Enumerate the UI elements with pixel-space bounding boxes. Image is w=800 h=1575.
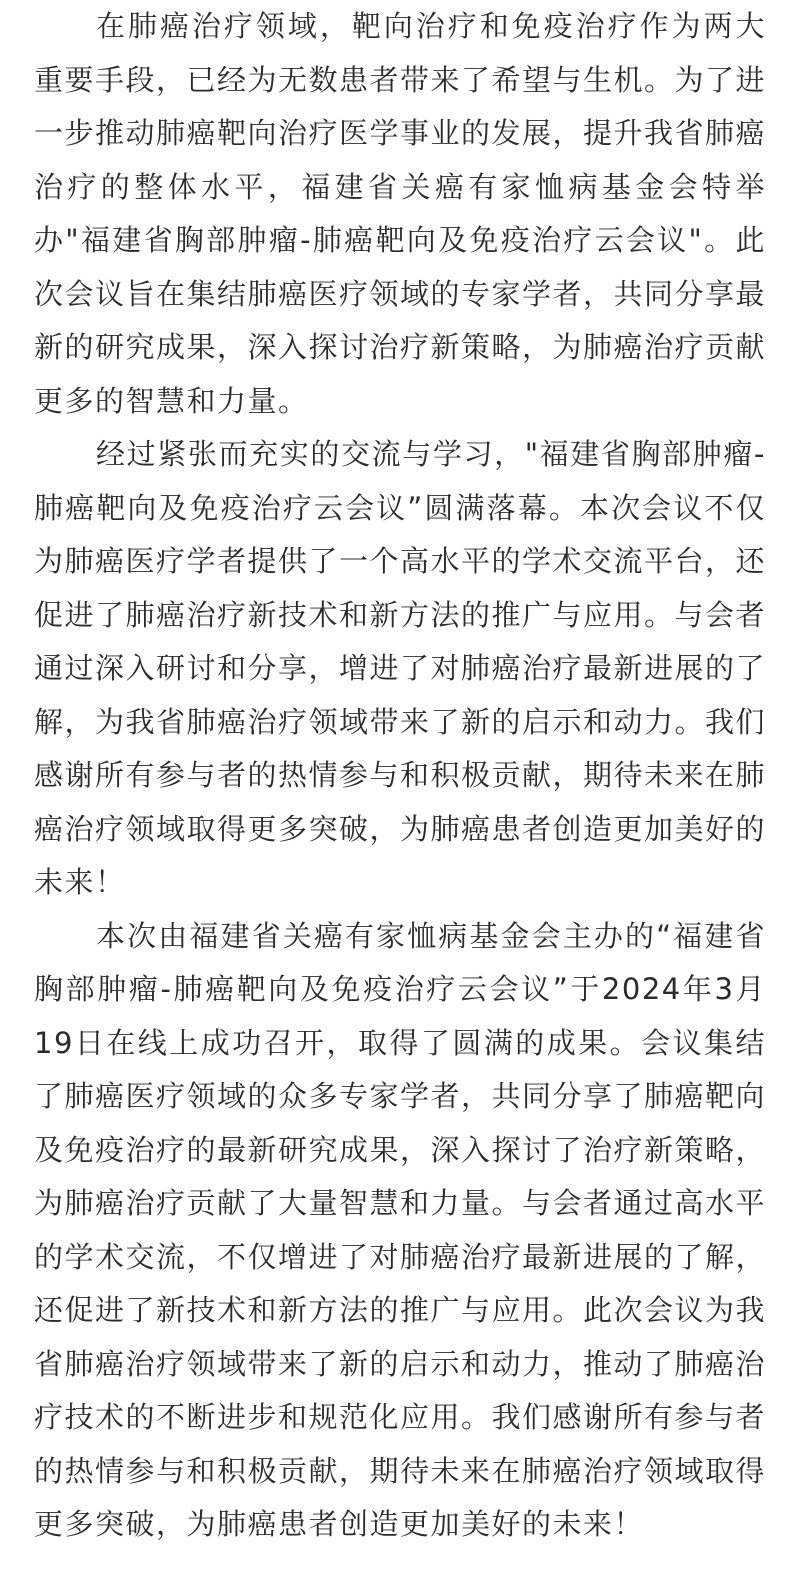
paragraph-conference-conclusion: 经过紧张而充实的交流与学习，"福建省胸部肿瘤-肺癌靶向及免疫治疗云会议”圆满落幕。本次会议不仅为肺癌医疗学者提供了一个高水平的学术交流平台，还促进了肺癌治疗新技术和新方法的推广与应用。与会者通过深入研讨和分享，增进了对肺癌治疗最新进展的了解，为我省肺癌治疗领域带来了新的启示和动力。我们感谢所有参与者的热情参与和积极贡献，期待未来在肺癌治疗领域取得更多突破，为肺癌患者创造更加美好的未来！ <box>34 437 767 899</box>
paragraph-conference-purpose: 在肺癌治疗领域，靶向治疗和免疫治疗作为两大重要手段，已经为无数患者带来了希望与生机。为了进一步推动肺癌靶向治疗医学事业的发展，提升我省肺癌治疗的整体水平，福建省关癌有家恤病基金会特举办"福建省胸部肿瘤-肺癌靶向及免疫治疗云会议"。此次会议旨在集结肺癌医疗领域的专家学者，共同分享最新的研究成果，深入探讨治疗新策略，为肺癌治疗贡献更多的智慧和力量。 <box>34 9 767 418</box>
paragraph-conference-summary: 本次由福建省关癌有家恤病基金会主办的“福建省胸部肿瘤-肺癌靶向及免疫治疗云会议”于2024年3月19日在线上成功召开，取得了圆满的成果。会议集结了肺癌医疗领域的众多专家学者，共同分享了肺癌靶向及免疫治疗的最新研究成果，深入探讨了治疗新策略，为肺癌治疗贡献了大量智慧和力量。与会者通过高水平的学术交流，不仅增进了对肺癌治疗最新进展的了解，还促进了新技术和新方法的推广与应用。此次会议为我省肺癌治疗领域带来了新的启示和动力，推动了肺癌治疗技术的不断进步和规范化应用。我们感谢所有参与者的热情参与和积极贡献，期待未来在肺癌治疗领域取得更多突破，为肺癌患者创造更加美好的未来！ <box>34 918 767 1541</box>
